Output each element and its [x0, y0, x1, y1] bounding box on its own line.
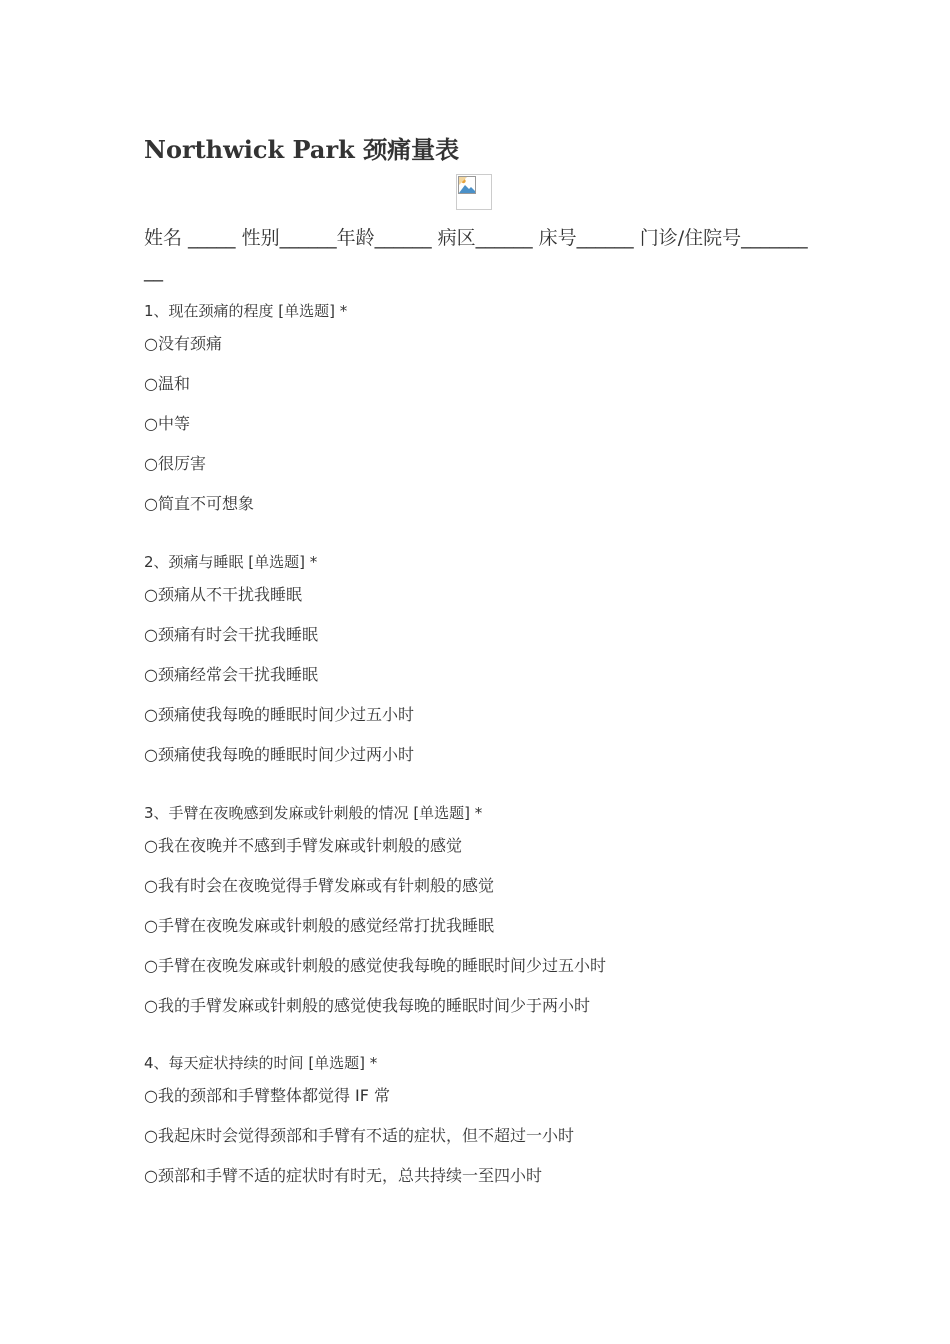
option[interactable]: ○颈痛使我每晚的睡眠时间少过五小时	[144, 705, 414, 724]
option[interactable]: ○简直不可想象	[144, 494, 254, 513]
option[interactable]: ○我起床时会觉得颈部和手臂有不适的症状，但不超过一小时	[144, 1126, 574, 1145]
option[interactable]: ○我有时会在夜晚觉得手臂发麻或有针刺般的感觉	[144, 876, 494, 895]
question-title: 3、手臂在夜晚感到发麻或针刺般的情况 [单选题] *	[144, 804, 483, 822]
question-title: 1、现在颈痛的程度 [单选题] *	[144, 302, 348, 320]
option[interactable]: ○颈痛经常会干扰我睡眠	[144, 665, 318, 684]
page-title: Northwick Park 颈痛量表	[144, 135, 460, 164]
option[interactable]: ○我在夜晚并不感到手臂发麻或针刺般的感觉	[144, 836, 462, 855]
question-1	[144, 300, 824, 533]
option[interactable]: ○我的颈部和手臂整体都觉得 IF 常	[144, 1086, 391, 1105]
option[interactable]: ○温和	[144, 374, 190, 393]
option[interactable]: ○颈部和手臂不适的症状时有时无，总共持续一至四小时	[144, 1166, 542, 1185]
option[interactable]: ○手臂在夜晚发麻或针刺般的感觉使我每晚的睡眠时间少过五小时	[144, 956, 606, 975]
option[interactable]: ○手臂在夜晚发麻或针刺般的感觉经常打扰我睡眠	[144, 916, 494, 935]
question-3	[144, 802, 824, 1035]
question-4	[144, 1052, 824, 1205]
option[interactable]: ○没有颈痛	[144, 334, 222, 353]
option[interactable]: ○中等	[144, 414, 190, 433]
option[interactable]: ○颈痛从不干扰我睡眠	[144, 585, 302, 604]
option[interactable]: ○我的手臂发麻或针刺般的感觉使我每晚的睡眠时间少于两小时	[144, 996, 590, 1015]
option[interactable]: ○颈痛有时会干扰我睡眠	[144, 625, 318, 644]
question-title: 2、颈痛与睡眠 [单选题] *	[144, 553, 318, 571]
broken-image-placeholder	[456, 174, 492, 210]
question-title: 4、每天症状持续的时间 [单选题] *	[144, 1054, 378, 1072]
option[interactable]: ○颈痛使我每晚的睡眠时间少过两小时	[144, 745, 414, 764]
patient-info-line: 姓名 _____ 性别______年龄______ 病区______ 床号______ 门诊/住院号_________	[144, 227, 808, 282]
question-2	[144, 551, 824, 784]
broken-image-icon	[458, 176, 476, 194]
option[interactable]: ○很厉害	[144, 454, 206, 473]
